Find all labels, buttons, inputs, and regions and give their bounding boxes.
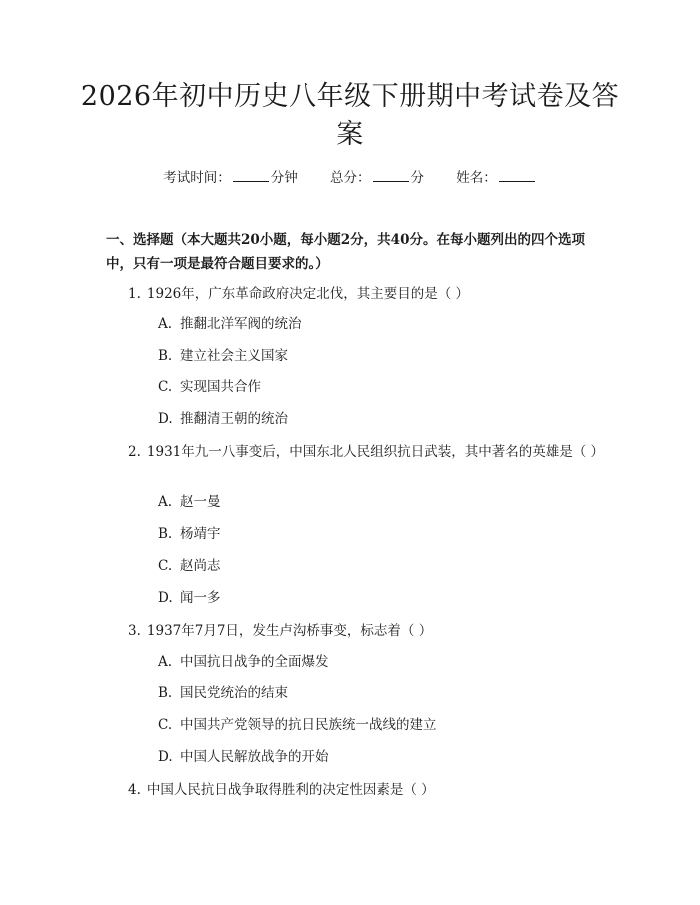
option-letter: C. — [158, 379, 173, 395]
option-letter: B. — [158, 526, 173, 542]
option-text: 杨靖宇 — [180, 526, 221, 542]
question-text: 1931年九一八事变后，中国东北人民组织抗日武装，其中著名的英雄是（ ） — [146, 444, 605, 460]
option-3b — [158, 682, 288, 704]
question-text: 中国人民抗日战争取得胜利的决定性因素是（ ） — [146, 782, 435, 798]
score-unit: 分 — [410, 170, 424, 186]
option-text: 国民党统治的结束 — [180, 685, 288, 701]
question-3 — [108, 619, 598, 643]
score-blank — [373, 168, 409, 182]
name-field — [456, 170, 537, 186]
option-text: 中国共产党领导的抗日民族统一战线的建立 — [180, 717, 437, 733]
option-2d — [158, 587, 221, 609]
time-label: 考试时间： — [163, 170, 231, 186]
option-letter: A. — [158, 316, 173, 332]
title-line-1: 2026年初中历史八年级下册期中考试卷及答 — [80, 81, 620, 112]
option-text: 实现国共合作 — [180, 379, 261, 395]
option-letter: B. — [158, 685, 173, 701]
option-letter: C. — [158, 717, 173, 733]
question-number: 4. — [128, 782, 141, 798]
option-letter: A. — [158, 494, 173, 510]
option-text: 赵尚志 — [180, 558, 221, 574]
option-1b — [158, 345, 288, 367]
option-text: 中国抗日战争的全面爆发 — [180, 654, 329, 670]
option-letter: C. — [158, 558, 173, 574]
option-1d — [158, 408, 288, 430]
option-text: 建立社会主义国家 — [180, 348, 288, 364]
option-letter: D. — [158, 590, 173, 606]
question-2 — [108, 440, 605, 464]
question-1 — [108, 282, 598, 306]
option-letter: D. — [158, 411, 173, 427]
option-1a — [158, 313, 302, 335]
option-2a — [158, 491, 221, 513]
question-4 — [108, 778, 598, 802]
option-text: 推翻北洋军阀的统治 — [180, 316, 302, 332]
title-line-2: 案 — [336, 119, 364, 150]
time-field — [163, 170, 298, 186]
option-text: 赵一曼 — [180, 494, 221, 510]
time-unit: 分钟 — [270, 170, 298, 186]
name-label: 姓名： — [456, 170, 497, 186]
option-letter: A. — [158, 654, 173, 670]
option-1c — [158, 376, 261, 398]
option-text: 闻一多 — [180, 590, 221, 606]
option-3c — [158, 714, 437, 736]
exam-info-line — [0, 168, 700, 188]
option-text: 中国人民解放战争的开始 — [180, 749, 329, 765]
question-number: 1. — [128, 286, 141, 302]
option-letter: D. — [158, 749, 173, 765]
score-label: 总分： — [330, 170, 371, 186]
question-text: 1937年7月7日，发生卢沟桥事变，标志着（ ） — [146, 623, 433, 639]
option-2c — [158, 555, 221, 577]
exam-title — [60, 78, 640, 154]
option-text: 推翻清王朝的统治 — [180, 411, 288, 427]
question-text: 1926年，广东革命政府决定北伐，其主要目的是（ ） — [146, 286, 470, 302]
option-letter: B. — [158, 348, 173, 364]
question-number: 2. — [128, 444, 141, 460]
name-blank — [499, 168, 535, 182]
section-heading: 一、选择题（本大题共20小题，每小题2分，共40分。在每小题列出的四个选项中，只有一项是最符合题目要求的。） — [106, 232, 585, 272]
option-3a — [158, 651, 329, 673]
option-2b — [158, 523, 221, 545]
time-blank — [233, 168, 269, 182]
score-field — [330, 170, 424, 186]
question-number: 3. — [128, 623, 141, 639]
option-3d — [158, 746, 329, 768]
